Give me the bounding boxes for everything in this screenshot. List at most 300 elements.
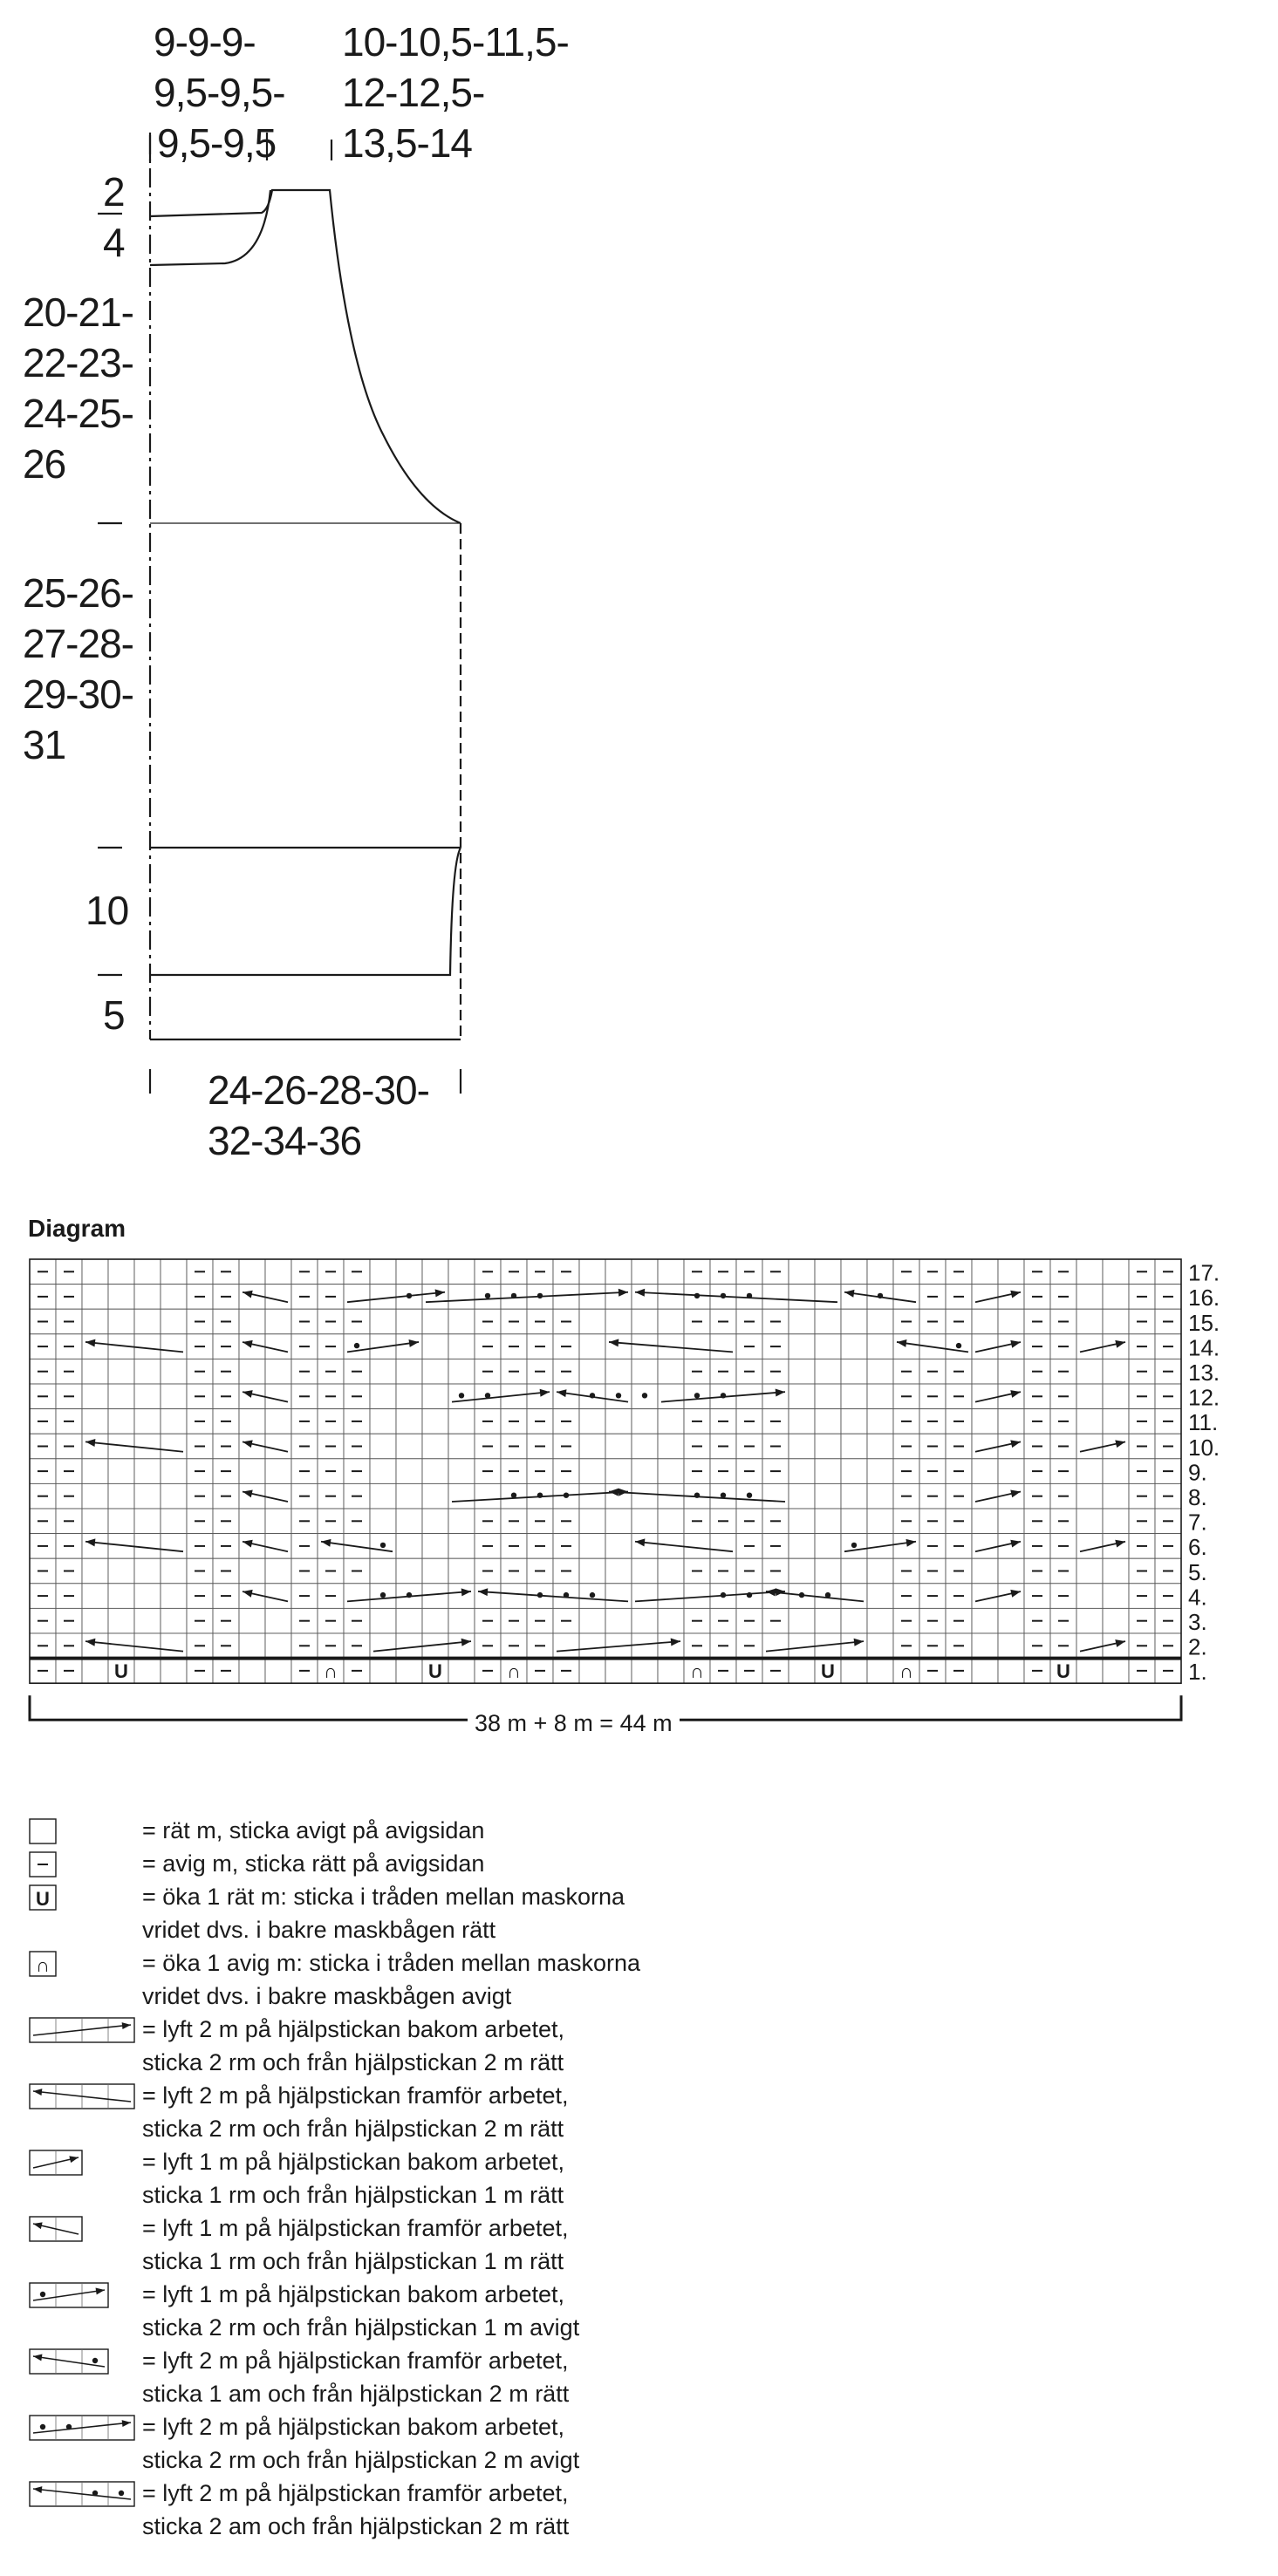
chart-cell bbox=[972, 1608, 998, 1633]
chart-cell bbox=[605, 1459, 632, 1484]
chart-cell bbox=[396, 1534, 422, 1559]
chart-cell bbox=[161, 1309, 187, 1334]
chart-cell bbox=[161, 1483, 187, 1509]
chart-cell bbox=[632, 1434, 658, 1459]
chart-cell bbox=[82, 1534, 108, 1559]
chart-cell bbox=[422, 1334, 448, 1360]
chart-cell bbox=[448, 1608, 475, 1633]
chart-cell bbox=[658, 1459, 684, 1484]
chart-cell bbox=[396, 1558, 422, 1584]
chart-cell bbox=[161, 1434, 187, 1459]
chart-cell bbox=[265, 1509, 291, 1534]
chart-cell bbox=[1103, 1483, 1129, 1509]
chart-cell bbox=[134, 1483, 161, 1509]
legend-item bbox=[0, 2477, 1278, 2543]
purl-dot bbox=[537, 1293, 543, 1298]
chart-cell bbox=[632, 1633, 658, 1659]
chart-cell bbox=[396, 1633, 422, 1659]
chart-cell bbox=[82, 1659, 108, 1684]
chart-cell bbox=[1076, 1259, 1103, 1285]
hem-inner-outline bbox=[150, 848, 461, 975]
legend-text-line: sticka 1 rm och från hjälpstickan 1 m rätt bbox=[142, 2182, 564, 2208]
chart-cell bbox=[972, 1584, 998, 1609]
svg-text:U: U bbox=[36, 1888, 50, 1910]
dim-5: 5 bbox=[103, 992, 125, 1038]
chart-cell bbox=[239, 1459, 265, 1484]
chart-cell bbox=[370, 1483, 396, 1509]
chart-cell bbox=[82, 1558, 108, 1584]
chart-cell bbox=[789, 1459, 815, 1484]
chart-cell bbox=[789, 1309, 815, 1334]
chart-cell bbox=[815, 1434, 841, 1459]
chart-cell bbox=[841, 1659, 867, 1684]
chart-cell bbox=[396, 1434, 422, 1459]
increase-purl-symbol: ∩ bbox=[899, 1660, 913, 1683]
chart-cell bbox=[789, 1659, 815, 1684]
chart-cell bbox=[841, 1384, 867, 1409]
chart-cell bbox=[422, 1285, 448, 1310]
chart-cell bbox=[789, 1359, 815, 1384]
chart-cell bbox=[396, 1509, 422, 1534]
chart-cell bbox=[370, 1608, 396, 1633]
shoulder-measure-line2: 12-12,5- bbox=[342, 70, 485, 115]
chart-cell bbox=[605, 1584, 632, 1609]
chart-cell bbox=[789, 1434, 815, 1459]
row-label: 5. bbox=[1188, 1558, 1207, 1585]
chart-cell bbox=[161, 1459, 187, 1484]
chart-cell bbox=[265, 1334, 291, 1360]
chart-cell bbox=[396, 1608, 422, 1633]
chart-cell bbox=[1076, 1483, 1103, 1509]
chart-cell bbox=[161, 1384, 187, 1409]
chart-cell bbox=[1076, 1659, 1103, 1684]
chart-cell bbox=[815, 1259, 841, 1285]
chart-cell bbox=[972, 1534, 998, 1559]
chart-cell bbox=[841, 1608, 867, 1633]
legend-text bbox=[142, 2013, 564, 2079]
chart-cell bbox=[134, 1608, 161, 1633]
chart-cell bbox=[134, 1384, 161, 1409]
chart-cell bbox=[579, 1633, 605, 1659]
chart-cell bbox=[1103, 1285, 1129, 1310]
legend-text-line: = lyft 1 m på hjälpstickan framför arbetet, bbox=[142, 2215, 569, 2241]
chart-cell bbox=[789, 1558, 815, 1584]
chart-cell bbox=[972, 1259, 998, 1285]
chart-cell bbox=[265, 1633, 291, 1659]
legend-text-line: sticka 2 rm och från hjälpstickan 2 m rätt bbox=[142, 2116, 564, 2142]
legend-text-line: sticka 2 rm och från hjälpstickan 2 m rätt bbox=[142, 2049, 564, 2075]
chart-cell bbox=[265, 1359, 291, 1384]
chart-cell bbox=[815, 1483, 841, 1509]
chart-cell bbox=[658, 1633, 684, 1659]
chart-cell bbox=[108, 1309, 134, 1334]
chart-cell bbox=[1076, 1285, 1103, 1310]
chart-cell bbox=[265, 1608, 291, 1633]
chart-cell bbox=[893, 1285, 919, 1310]
chart-cell bbox=[815, 1409, 841, 1435]
chart-cell bbox=[632, 1608, 658, 1633]
chart-cell bbox=[579, 1359, 605, 1384]
chart-cell bbox=[161, 1534, 187, 1559]
purl-dot bbox=[564, 1592, 569, 1598]
chart-cell bbox=[448, 1659, 475, 1684]
chart-cell bbox=[1076, 1409, 1103, 1435]
chart-cell bbox=[370, 1434, 396, 1459]
cable-2-1p-right-icon bbox=[28, 2281, 110, 2309]
increase-knit-icon bbox=[28, 1884, 58, 1912]
chart-cell bbox=[736, 1384, 762, 1409]
chart-cell bbox=[108, 1359, 134, 1384]
chart-cell bbox=[789, 1285, 815, 1310]
row-label: 6. bbox=[1188, 1534, 1207, 1561]
purl-dot bbox=[354, 1343, 359, 1348]
chart-cell bbox=[867, 1509, 893, 1534]
chart-cell bbox=[998, 1459, 1024, 1484]
purl-dot bbox=[642, 1393, 647, 1398]
legend-text bbox=[142, 1880, 625, 1946]
chart-cell bbox=[344, 1584, 370, 1609]
armhole-measure-line1: 20-21- bbox=[23, 290, 133, 335]
chart-cell bbox=[658, 1558, 684, 1584]
chart-cell bbox=[108, 1384, 134, 1409]
chart-cell bbox=[972, 1359, 998, 1384]
chart-cell bbox=[396, 1659, 422, 1684]
increase-knit-symbol: U bbox=[114, 1660, 128, 1683]
chart-cell bbox=[448, 1633, 475, 1659]
purl-dot bbox=[485, 1293, 490, 1298]
legend-item bbox=[0, 2013, 1278, 2079]
chart-cell bbox=[448, 1483, 475, 1509]
chart-cell bbox=[134, 1434, 161, 1459]
chart-cell bbox=[239, 1359, 265, 1384]
chart-cell bbox=[841, 1309, 867, 1334]
chart-cell bbox=[1076, 1459, 1103, 1484]
chart-cell bbox=[422, 1459, 448, 1484]
chart-cell bbox=[108, 1584, 134, 1609]
chart-cell bbox=[632, 1409, 658, 1435]
purl-dot bbox=[511, 1293, 516, 1298]
chart-cell bbox=[789, 1509, 815, 1534]
purl-dot bbox=[721, 1293, 726, 1298]
chart-cell bbox=[265, 1285, 291, 1310]
chart-cell bbox=[265, 1459, 291, 1484]
legend-text bbox=[142, 2410, 579, 2477]
chart-cell bbox=[579, 1558, 605, 1584]
chart-cell bbox=[972, 1434, 998, 1459]
chart-cell bbox=[762, 1285, 789, 1310]
chart-cell bbox=[658, 1659, 684, 1684]
row-label: 8. bbox=[1188, 1484, 1207, 1510]
chart-cell bbox=[134, 1659, 161, 1684]
chart-cell bbox=[448, 1409, 475, 1435]
armhole-measure-line3: 24-25- bbox=[23, 391, 133, 436]
chart-cell bbox=[396, 1359, 422, 1384]
chart-cell bbox=[815, 1509, 841, 1534]
chart-cell bbox=[448, 1359, 475, 1384]
chart-cell bbox=[1103, 1384, 1129, 1409]
chart-cell bbox=[684, 1534, 710, 1559]
chart-cell bbox=[867, 1359, 893, 1384]
chart-cell bbox=[1076, 1633, 1103, 1659]
chart-cell bbox=[579, 1309, 605, 1334]
chart-cell bbox=[422, 1259, 448, 1285]
chart-cell bbox=[1103, 1608, 1129, 1633]
chart-cell bbox=[579, 1534, 605, 1559]
chart-cell bbox=[815, 1334, 841, 1360]
chart-cell bbox=[1076, 1534, 1103, 1559]
chart-cell bbox=[789, 1334, 815, 1360]
chart-cell bbox=[370, 1509, 396, 1534]
chart-cell bbox=[448, 1434, 475, 1459]
shoulder-measure-line1: 10-10,5-11,5- bbox=[342, 19, 569, 65]
chart-cell bbox=[579, 1608, 605, 1633]
chart-cell bbox=[605, 1659, 632, 1684]
chart-cell bbox=[1103, 1409, 1129, 1435]
chart-cell bbox=[1103, 1509, 1129, 1534]
row-label: 3. bbox=[1188, 1609, 1207, 1635]
chart-cell bbox=[239, 1259, 265, 1285]
chart-cell bbox=[1103, 1309, 1129, 1334]
chart-cell bbox=[1076, 1509, 1103, 1534]
chart-cell bbox=[605, 1259, 632, 1285]
legend-text-line: vridet dvs. i bakre maskbågen rätt bbox=[142, 1917, 496, 1943]
chart-cell bbox=[82, 1434, 108, 1459]
chart-cell bbox=[108, 1259, 134, 1285]
chart-cell bbox=[815, 1558, 841, 1584]
chart-cell bbox=[815, 1534, 841, 1559]
chart-cell bbox=[370, 1558, 396, 1584]
purl-dot bbox=[407, 1293, 412, 1298]
chart-cell bbox=[161, 1584, 187, 1609]
chart-cell bbox=[579, 1334, 605, 1360]
chart-cell bbox=[710, 1534, 736, 1559]
chart-cell bbox=[1076, 1384, 1103, 1409]
chart-cell bbox=[841, 1409, 867, 1435]
garment-schematic bbox=[0, 0, 1278, 1169]
purl-dot bbox=[747, 1493, 752, 1498]
chart-cell bbox=[370, 1285, 396, 1310]
purl-dot bbox=[799, 1592, 804, 1598]
chart-cell bbox=[82, 1509, 108, 1534]
chart-cell bbox=[265, 1584, 291, 1609]
purl-dot bbox=[380, 1592, 386, 1598]
chart-cell bbox=[318, 1534, 344, 1559]
body-measure-line2: 27-28- bbox=[23, 621, 133, 666]
cable-2-2p-right-icon bbox=[28, 2414, 136, 2442]
chart-cell bbox=[1076, 1608, 1103, 1633]
chart-cell bbox=[161, 1359, 187, 1384]
chart-cell bbox=[841, 1459, 867, 1484]
shoulder-measure-line3: 13,5-14 bbox=[342, 120, 473, 166]
purl-dot bbox=[694, 1393, 700, 1398]
chart-cell bbox=[553, 1384, 579, 1409]
legend-text bbox=[142, 2477, 569, 2543]
chart-cell bbox=[134, 1285, 161, 1310]
chart-cell bbox=[972, 1558, 998, 1584]
armhole-measure-line4: 26 bbox=[23, 441, 66, 487]
purl-dot bbox=[721, 1393, 726, 1398]
chart-cell bbox=[867, 1309, 893, 1334]
purl-dot bbox=[380, 1543, 386, 1548]
chart-cell bbox=[815, 1384, 841, 1409]
chart-cell bbox=[841, 1483, 867, 1509]
purl-dot bbox=[407, 1592, 412, 1598]
row-label: 1. bbox=[1188, 1659, 1207, 1686]
chart-cell bbox=[972, 1483, 998, 1509]
chart-cell bbox=[658, 1285, 684, 1310]
chart-cell bbox=[867, 1259, 893, 1285]
chart-cell bbox=[998, 1659, 1024, 1684]
chart-cell bbox=[82, 1483, 108, 1509]
chart-cell bbox=[239, 1309, 265, 1334]
row-label: 11. bbox=[1188, 1409, 1219, 1436]
chart-cell bbox=[658, 1259, 684, 1285]
chart-cell bbox=[108, 1459, 134, 1484]
chart-cell bbox=[82, 1459, 108, 1484]
chart-cell bbox=[161, 1509, 187, 1534]
chart-cell bbox=[605, 1608, 632, 1633]
chart-cell bbox=[972, 1384, 998, 1409]
purl-dot bbox=[956, 1343, 961, 1348]
legend-text-line: = avig m, sticka rätt på avigsidan bbox=[142, 1850, 485, 1877]
row-label: 2. bbox=[1188, 1633, 1207, 1660]
chart-cell bbox=[841, 1285, 867, 1310]
legend-text-line: = öka 1 rät m: sticka i tråden mellan maskorna bbox=[142, 1884, 625, 1910]
row-label: 9. bbox=[1188, 1459, 1207, 1486]
stitch-total-label: 38 m + 8 m = 44 m bbox=[468, 1710, 680, 1737]
legend-text-line: sticka 1 am och från hjälpstickan 2 m rätt bbox=[142, 2381, 570, 2407]
legend-text-line: = öka 1 avig m: sticka i tråden mellan maskorna bbox=[142, 1950, 641, 1976]
chart-cell bbox=[841, 1633, 867, 1659]
chart-cell bbox=[1103, 1459, 1129, 1484]
chart-cell bbox=[867, 1659, 893, 1684]
chart-cell bbox=[134, 1334, 161, 1360]
legend-item bbox=[0, 1880, 1278, 1946]
chart-cell bbox=[448, 1534, 475, 1559]
chart-cell bbox=[632, 1534, 658, 1559]
chart-cell bbox=[82, 1259, 108, 1285]
chart-cell bbox=[998, 1633, 1024, 1659]
chart-cell bbox=[239, 1633, 265, 1659]
cable-1-1-left-icon bbox=[28, 2215, 84, 2243]
chart-cell bbox=[1076, 1359, 1103, 1384]
legend-item bbox=[0, 2145, 1278, 2211]
purl-dash-icon bbox=[28, 1850, 58, 1878]
chart-cell bbox=[82, 1359, 108, 1384]
chart-cell bbox=[161, 1659, 187, 1684]
chart-cell bbox=[815, 1459, 841, 1484]
legend-text-line: = lyft 2 m på hjälpstickan framför arbetet, bbox=[142, 2480, 569, 2506]
chart-cell bbox=[396, 1259, 422, 1285]
legend-item bbox=[0, 2278, 1278, 2344]
chart-cell bbox=[82, 1334, 108, 1360]
legend-text bbox=[142, 2145, 564, 2211]
increase-purl-symbol: ∩ bbox=[690, 1660, 704, 1683]
chart-cell bbox=[841, 1359, 867, 1384]
chart-cell bbox=[579, 1434, 605, 1459]
chart-cell bbox=[998, 1608, 1024, 1633]
chart-cell bbox=[134, 1584, 161, 1609]
chart-cell bbox=[605, 1309, 632, 1334]
chart-cell bbox=[370, 1633, 396, 1659]
row-label: 15. bbox=[1188, 1309, 1220, 1336]
chart-cell bbox=[1103, 1659, 1129, 1684]
chart-cell bbox=[134, 1259, 161, 1285]
legend-text-line: = rät m, sticka avigt på avigsidan bbox=[142, 1817, 485, 1843]
purl-dot bbox=[721, 1592, 726, 1598]
chart-cell bbox=[370, 1459, 396, 1484]
chart-cell bbox=[789, 1259, 815, 1285]
legend-item bbox=[0, 2079, 1278, 2145]
legend-text-line: = lyft 2 m på hjälpstickan bakom arbetet, bbox=[142, 2016, 564, 2042]
row-label: 7. bbox=[1188, 1509, 1207, 1536]
chart-cell bbox=[605, 1483, 632, 1509]
chart-cell bbox=[998, 1509, 1024, 1534]
purl-dot bbox=[878, 1293, 883, 1298]
armhole-measure-line2: 22-23- bbox=[23, 340, 133, 385]
chart-cell bbox=[265, 1659, 291, 1684]
chart-cell bbox=[265, 1309, 291, 1334]
chart-cell bbox=[867, 1384, 893, 1409]
chart-cell bbox=[108, 1409, 134, 1435]
legend-text-line: sticka 1 rm och från hjälpstickan 1 m rätt bbox=[142, 2248, 564, 2274]
chart-cell bbox=[972, 1509, 998, 1534]
neck-measure-line2: 9,5-9,5- bbox=[154, 70, 285, 115]
chart-cell bbox=[239, 1558, 265, 1584]
chart-cell bbox=[579, 1285, 605, 1310]
chart-cell bbox=[1103, 1359, 1129, 1384]
row-label: 14. bbox=[1188, 1334, 1220, 1361]
chart-cell bbox=[265, 1259, 291, 1285]
chart-cell bbox=[265, 1384, 291, 1409]
chart-cell bbox=[998, 1359, 1024, 1384]
chart-cell bbox=[422, 1558, 448, 1584]
chart-cell bbox=[134, 1633, 161, 1659]
diagram-title: Diagram bbox=[28, 1215, 126, 1242]
chart-cell bbox=[658, 1409, 684, 1435]
chart-cell bbox=[710, 1334, 736, 1360]
purl-dot bbox=[537, 1592, 543, 1598]
chart-cell bbox=[370, 1409, 396, 1435]
chart-cell bbox=[370, 1359, 396, 1384]
chart-cell bbox=[972, 1633, 998, 1659]
cable-1p-2-left-icon bbox=[28, 2348, 110, 2375]
legend-text bbox=[142, 1814, 484, 1847]
chart-cell bbox=[658, 1309, 684, 1334]
chart-cell bbox=[448, 1459, 475, 1484]
dim-10: 10 bbox=[85, 888, 129, 933]
chart-cell bbox=[605, 1285, 632, 1310]
chart-cell bbox=[632, 1309, 658, 1334]
chart-cell bbox=[422, 1309, 448, 1334]
chart-cell bbox=[632, 1659, 658, 1684]
chart-cell bbox=[370, 1309, 396, 1334]
chart-cell bbox=[239, 1409, 265, 1435]
chart-cell bbox=[815, 1608, 841, 1633]
chart-cell bbox=[265, 1409, 291, 1435]
chart-cell bbox=[867, 1459, 893, 1484]
increase-purl-icon bbox=[28, 1950, 58, 1978]
chart-cell bbox=[605, 1509, 632, 1534]
chart-cell bbox=[448, 1259, 475, 1285]
purl-dot bbox=[694, 1293, 700, 1298]
chart-cell bbox=[82, 1309, 108, 1334]
chart-cell bbox=[605, 1534, 632, 1559]
chart-cell bbox=[632, 1584, 658, 1609]
legend-text-line: = lyft 2 m på hjälpstickan framför arbetet, bbox=[142, 2082, 569, 2109]
width-measure-line2: 32-34-36 bbox=[208, 1118, 362, 1163]
chart-cell bbox=[134, 1309, 161, 1334]
